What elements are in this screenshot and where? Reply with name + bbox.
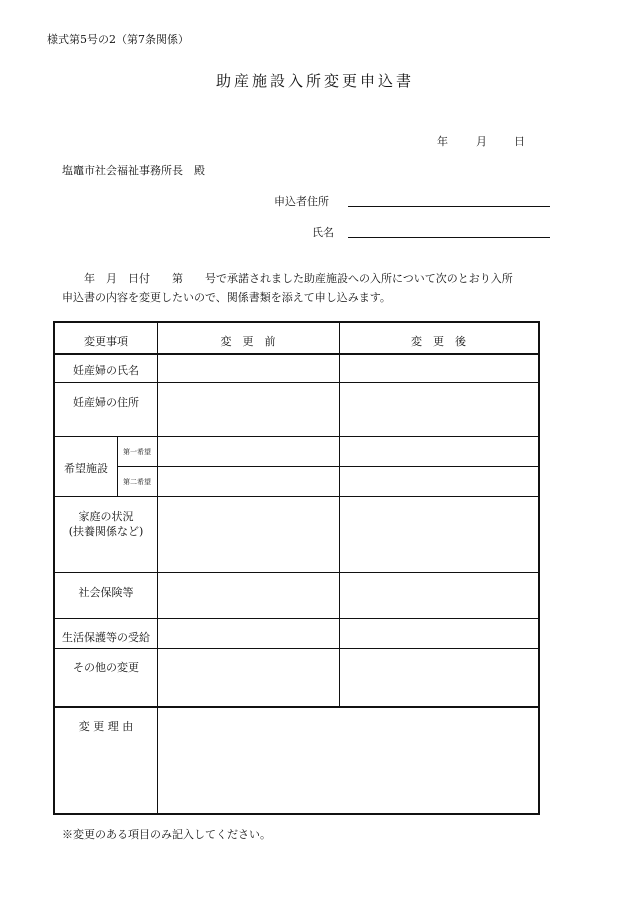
row-label-other: その他の変更 (73, 661, 139, 674)
addressee: 塩竈市社会福祉事務所長 殿 (62, 164, 205, 177)
footnote: ※変更のある項目のみ記入してください。 (62, 828, 271, 841)
row-label-family-2: (扶養関係など) (68, 525, 144, 538)
row-label-insurance: 社会保険等 (78, 586, 134, 599)
col-divider-1 (157, 323, 158, 813)
applicant-name-label: 氏名 (312, 226, 334, 239)
row-label-welfare: 生活保護等の受給 (62, 631, 150, 644)
header-before: 変 更 前 (220, 335, 276, 348)
row-divider-6 (55, 618, 538, 619)
row-label-reason: 変 更 理 由 (78, 720, 134, 733)
header-item: 変更事項 (84, 335, 128, 348)
row-divider-7 (55, 648, 538, 649)
body-text-line-2: 申込書の内容を変更したいので、関係書類を添えて申し込みます。 (62, 291, 391, 304)
row-label-address: 妊産婦の住所 (73, 396, 139, 409)
row-label-name: 妊産婦の氏名 (73, 364, 139, 377)
form-number: 様式第5号の2（第7条関係） (47, 33, 189, 46)
page-title: 助産施設入所変更申込書 (215, 72, 414, 90)
row-divider-5 (55, 572, 538, 573)
applicant-address-label: 申込者住所 (274, 195, 329, 208)
date-day-label: 日 (514, 135, 525, 148)
row-divider-4 (55, 496, 538, 497)
row-label-facility: 希望施設 (64, 462, 108, 475)
change-table (53, 321, 540, 815)
row-divider-2 (55, 436, 538, 437)
row-label-family-1: 家庭の状況 (78, 510, 134, 523)
header-after: 変 更 後 (411, 335, 466, 348)
date-year-label: 年 (437, 135, 448, 148)
row-divider-8 (55, 706, 538, 708)
row-divider-3 (117, 466, 538, 467)
body-text-line-1: 年 月 日付 第 号で承諾されました助産施設への入所について次のとおり入所 (62, 272, 513, 285)
row-label-first-choice: 第一希望 (123, 448, 151, 456)
row-label-second-choice: 第二希望 (123, 478, 151, 486)
applicant-address-line[interactable] (348, 206, 550, 207)
header-divider (55, 353, 538, 355)
date-month-label: 月 (476, 135, 487, 148)
applicant-name-line[interactable] (348, 237, 550, 238)
row-divider-1 (55, 382, 538, 383)
